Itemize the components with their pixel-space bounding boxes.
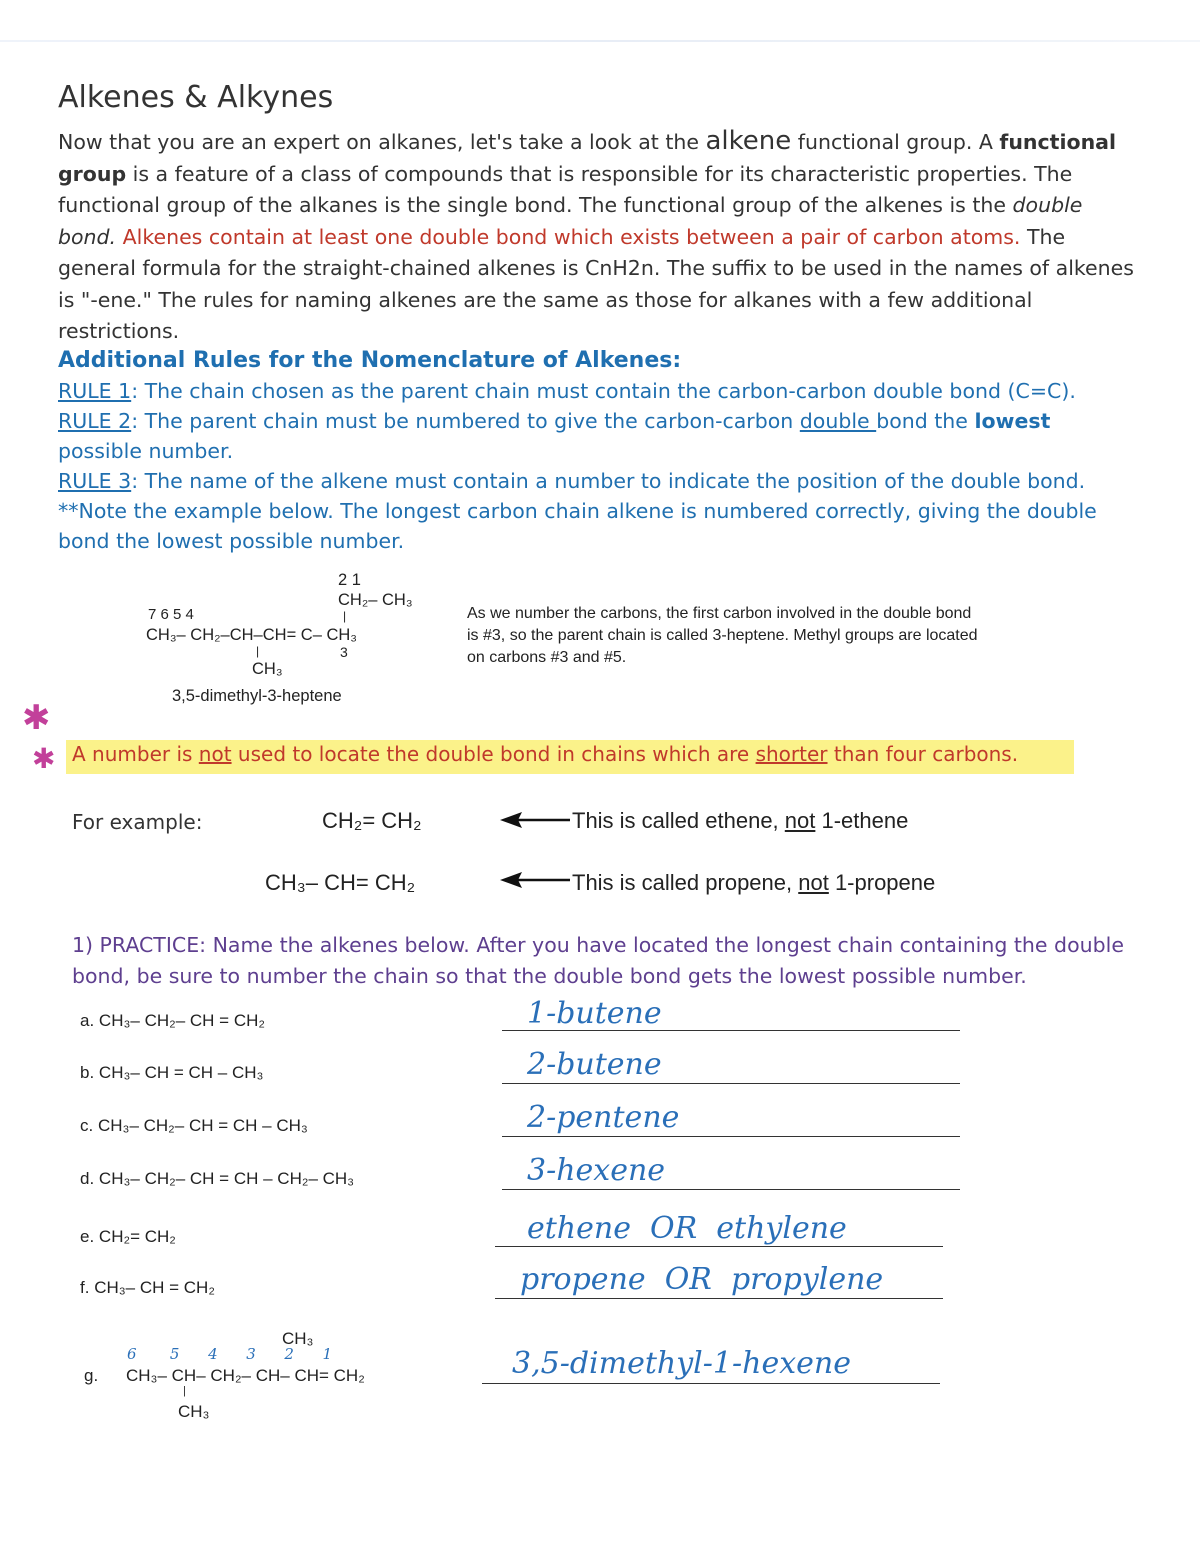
answer-line bbox=[502, 1189, 960, 1190]
problem-e: e. CH₂= CH₂ bbox=[80, 1227, 176, 1246]
problem-g-bond: | bbox=[183, 1385, 186, 1397]
answer-line bbox=[495, 1298, 943, 1299]
structure-main-chain: CH₃– CH₂–CH–CH= C– CH₃ bbox=[146, 626, 358, 644]
structure-name: 3,5-dimethyl-3-heptene bbox=[172, 687, 342, 705]
example-caption-propene: This is called propene, not 1-propene bbox=[572, 870, 936, 895]
rules-header: Additional Rules for the Nomenclature of Alkenes: bbox=[58, 348, 682, 373]
page-title: Alkenes & Alkynes bbox=[58, 80, 334, 115]
rules-section bbox=[58, 346, 1138, 556]
problem-g-top: CH₃ bbox=[282, 1329, 314, 1348]
problem-g-bottom: CH₃ bbox=[178, 1402, 210, 1421]
scan-artifact bbox=[0, 40, 1200, 42]
problem-d: d. CH₃– CH₂– CH = CH – CH₂– CH₃ bbox=[80, 1169, 355, 1188]
answer-a: 1-butene bbox=[527, 996, 662, 1031]
star-mark-icon: ✱ bbox=[32, 742, 56, 775]
star-mark-icon: ✱ bbox=[22, 698, 51, 738]
structure-top-numbers: 2 1 bbox=[338, 571, 361, 589]
example-formula-ethene: CH₂= CH₂ bbox=[322, 808, 422, 833]
problem-b: b. CH₃– CH = CH – CH₃ bbox=[80, 1063, 264, 1082]
practice-instructions: 1) PRACTICE: Name the alkenes below. After you have located the longest chain containing the double bond, be sure to number the chain so that the double bond gets the lowest possible number. bbox=[72, 933, 1124, 988]
arrow-left-icon bbox=[500, 872, 570, 888]
arrow-left-icon bbox=[500, 812, 570, 828]
structure-num-3: 3 bbox=[340, 644, 348, 660]
structure-main-numbers: 7 6 5 4 bbox=[148, 606, 194, 623]
structure-bond-up: | bbox=[343, 609, 347, 623]
problem-g-label: g. bbox=[84, 1366, 99, 1385]
example-caption-ethene: This is called ethene, not 1-ethene bbox=[572, 808, 909, 833]
answer-g: 3,5-dimethyl-1-hexene bbox=[512, 1346, 851, 1381]
rule-3: RULE 3: The name of the alkene must contain a number to indicate the position of the double bond. bbox=[58, 469, 1086, 493]
structure-explanation: As we number the carbons, the first carbon involved in the double bond is #3, so the parent chain is called 3-heptene. Methyl groups are located on carbons #3 and #5. bbox=[467, 605, 978, 666]
answer-e: ethene OR ethylene bbox=[527, 1211, 847, 1246]
problem-c: c. CH₃– CH₂– CH = CH – CH₃ bbox=[80, 1116, 308, 1135]
answer-b: 2-butene bbox=[527, 1047, 662, 1082]
structure-bottom: CH₃ bbox=[252, 660, 283, 678]
answer-line bbox=[502, 1136, 960, 1137]
highlight-text: A number is not used to locate the double bond in chains which are shorter than four carbons. bbox=[72, 742, 1019, 766]
rule-2: RULE 2: The parent chain must be numbered to give the carbon-carbon double bond the lowest possible number. bbox=[58, 409, 1051, 463]
answer-d: 3-hexene bbox=[527, 1153, 666, 1188]
answer-line bbox=[502, 1030, 960, 1031]
answer-line bbox=[502, 1083, 960, 1084]
answer-f: propene OR propylene bbox=[520, 1262, 884, 1297]
answer-c: 2-pentene bbox=[527, 1100, 680, 1135]
structure-bond-down: | bbox=[256, 644, 260, 658]
problem-g-chain: CH₃– CH– CH₂– CH– CH= CH₂ bbox=[126, 1366, 365, 1385]
problem-a: a. CH₃– CH₂– CH = CH₂ bbox=[80, 1011, 265, 1030]
rule-1: RULE 1: The chain chosen as the parent chain must contain the carbon-carbon double bond (C=C). bbox=[58, 379, 1076, 403]
problem-g-numbers: 6 5 4 3 2 1 bbox=[127, 1345, 333, 1363]
example-formula-propene: CH₃– CH= CH₂ bbox=[265, 870, 416, 895]
example-label: For example: bbox=[72, 810, 203, 834]
key-definition: Alkenes contain at least one double bond which exists between a pair of carbon atoms. bbox=[122, 224, 1021, 249]
answer-line bbox=[495, 1246, 943, 1247]
structure-top-chain: CH₂– CH₃ bbox=[338, 591, 413, 609]
problem-f: f. CH₃– CH = CH₂ bbox=[80, 1278, 215, 1297]
rules-note: **Note the example below. The longest carbon chain alkene is numbered correctly, giving the double bond the lowest possible number. bbox=[58, 499, 1097, 553]
answer-line bbox=[482, 1383, 940, 1384]
intro-paragraph: Now that you are an expert on alkanes, let's take a look at the alkene functional group. A functional group is a feature of a class of compounds that is responsible for its characteristic properties. The functional group of the alkanes is the single bond. The functional group of the alkenes is the double bond. Alkenes contain at least one double bond which exists between a pair of carbon atoms. The general formula for the straight-chained alkenes is CnH2n. The suffix to be used in the names of alkenes is "-ene." The rules for naming alkenes are the same as those for alkanes with a few additional restrictions. bbox=[58, 126, 1134, 343]
